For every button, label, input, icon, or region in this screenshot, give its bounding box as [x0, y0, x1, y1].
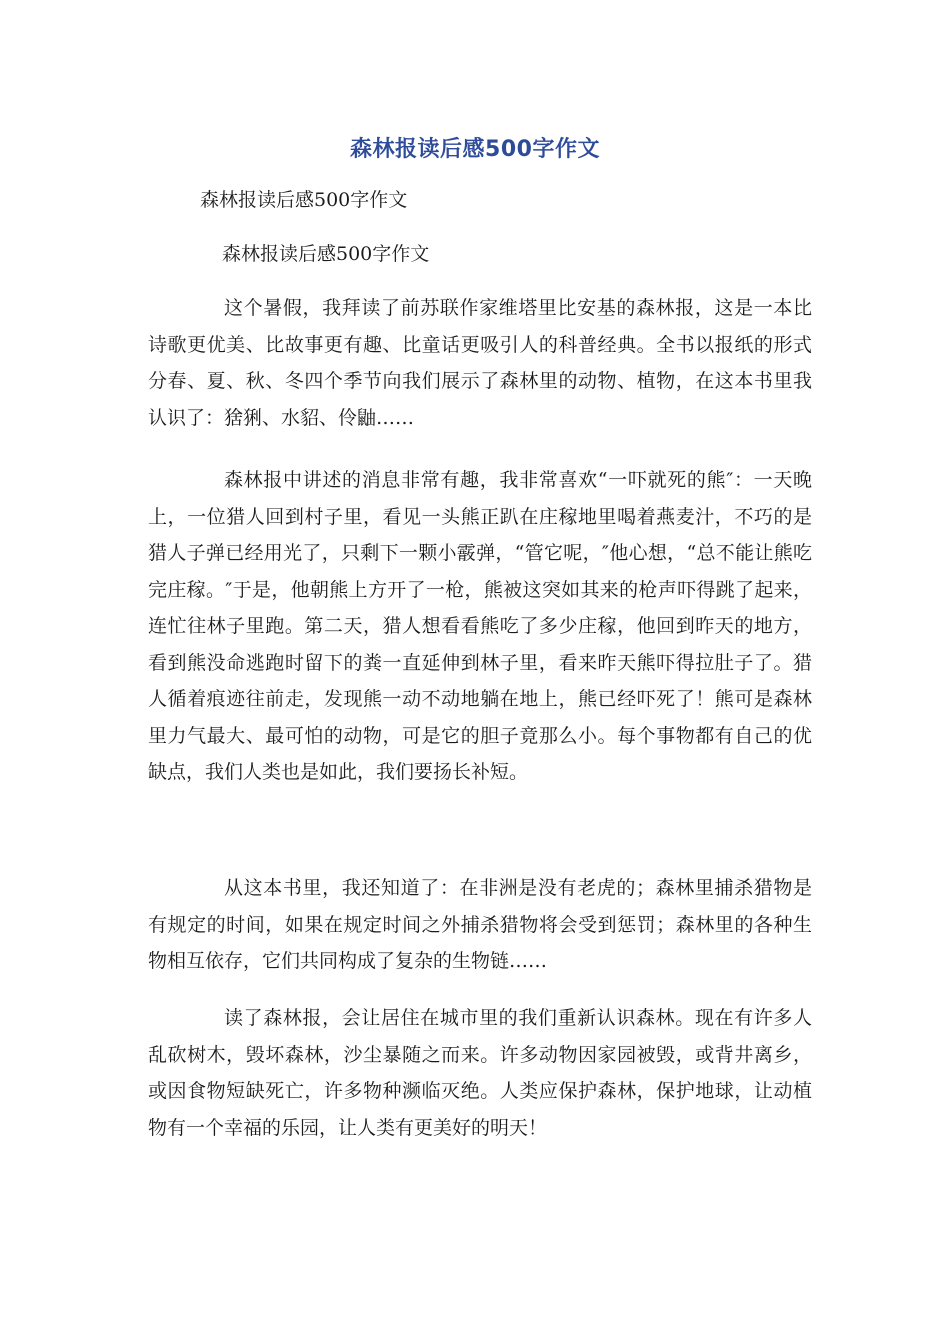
paragraph-intro: 这个暑假，我拜读了前苏联作家维塔里比安基的森林报，这是一本比诗歌更优美、比故事更有趣、比童话更吸引人的科普经典。全书以报纸的形式分春、夏、秋、冬四个季节向我们展示了森林里的动物、植物，在这本书里我认识了：猞猁、水貂、伶鼬……: [148, 297, 812, 429]
document-title: 森林报读后感500字作文: [350, 137, 600, 162]
paragraph-conclusion: 读了森林报，会让居住在城市里的我们重新认识森林。现在有许多人乱砍树木，毁坏森林，沙尘暴随之而来。许多动物因家园被毁，或背井离乡，或因食物短缺死亡，许多物种濒临灭绝。人类应保护森林，保护地球，让动植物有一个幸福的乐园，让人类有更美好的明天！: [148, 1007, 812, 1139]
paragraph-knowledge: 从这本书里，我还知道了：在非洲是没有老虎的；森林里捕杀猎物是有规定的时间，如果在规定时间之外捕杀猎物将会受到惩罚；森林里的各种生物相互依存，它们共同构成了复杂的生物链……: [148, 877, 812, 972]
document-subtitle: 森林报读后感500字作文: [200, 189, 408, 211]
paragraph-bear-story: 森林报中讲述的消息非常有趣，我非常喜欢“一吓就死的熊″：一天晚上，一位猎人回到村子里，看见一头熊正趴在庄稼地里喝着燕麦汁，不巧的是猎人子弹已经用光了，只剩下一颗小霰弹，“管它呢，″他心想，“总不能让熊吃完庄稼。″于是，他朝熊上方开了一枪，熊被这突如其来的枪声吓得跳了起来，连忙往林子里跑。第二天，猎人想看看熊吃了多少庄稼，他回到昨天的地方，看到熊没命逃跑时留下的粪一直延伸到林子里，看来昨天熊吓得拉肚子了。猎人循着痕迹往前走，发现熊一动不动地躺在地上，熊已经吓死了！熊可是森林里力气最大、最可怕的动物，可是它的胆子竟那么小。每个事物都有自己的优缺点，我们人类也是如此，我们要扬长补短。: [148, 469, 812, 783]
document-subtitle-repeat: 森林报读后感500字作文: [222, 243, 430, 265]
